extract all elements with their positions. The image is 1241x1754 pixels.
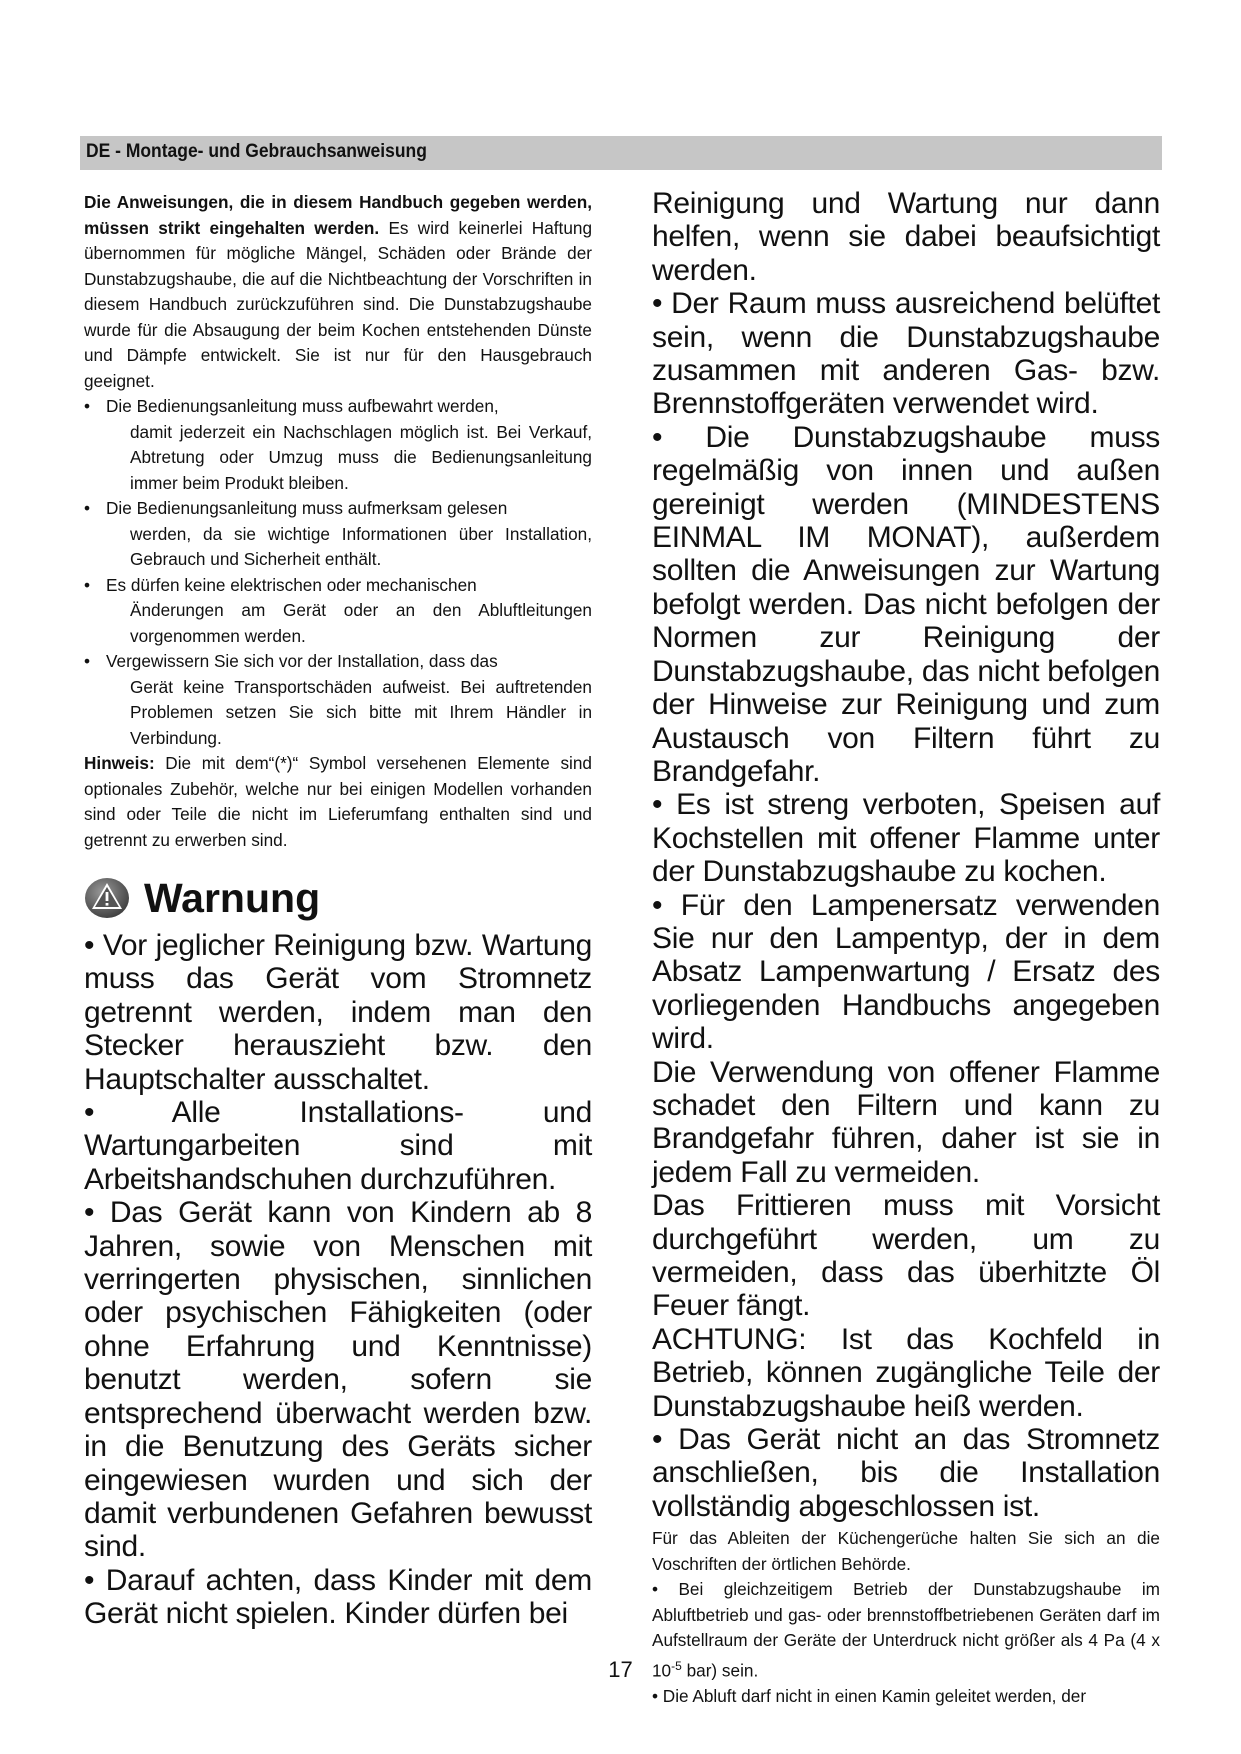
warning-item: Die Verwendung von offener Flamme schadet den Filtern und kann zu Brandgefahr führen, daher ist sie in jedem Fall zu vermeiden. (652, 1055, 1160, 1189)
intro-paragraph (84, 190, 592, 394)
warning-item: • Es ist streng verboten, Speisen auf Kochstellen mit offener Flamme unter der Dunstabzugshaube zu kochen. (652, 788, 1160, 889)
right-column (652, 187, 1160, 1709)
pressure-paragraph: • Bei gleichzeitigem Betrieb der Dunstabzugshaube im Abluftbetrieb und gas- oder brennstoffbetriebenen Geräten darf im Aufstellraum der Geräte der Unterdruck nicht größer als 4 Pa (4 x $10^{-5}$ bar) sein. (652, 1579, 1160, 1681)
section-header-title: DE - Montage- und Gebrauchsanweisung (86, 141, 427, 162)
page-number: 17 (608, 1657, 633, 1682)
warning-item: ACHTUNG: Ist das Kochfeld in Betrieb, können zugängliche Teile der Dunstabzugshaube heiß werden. (652, 1322, 1160, 1423)
warning-item: • Das Gerät nicht an das Stromnetz anschließen, bis die Installation vollständig abgeschlossen ist. (652, 1423, 1160, 1523)
intro-bold-lead: Die Anweisungen, die in diesem Handbuch gegeben werden, müssen strikt eingehalten werden. (84, 192, 592, 238)
odor-regulation-paragraph: Für das Ableiten der Küchengerüche halten Sie sich an die Voschriften der örtlichen Behörde. (652, 1528, 1160, 1574)
warning-item: • Für den Lampenersatz verwenden Sie nur den Lampentyp, der in dem Absatz Lampenwartung / Ersatz des vorliegenden Handbuchs angegeben wird. (652, 888, 1160, 1056)
note-paragraph (84, 751, 592, 853)
bullet-icon: • (84, 574, 91, 595)
list-item: • Es dürfen keine elektrischen oder mechanischen Änderungen am Gerät oder an den Abluftleitungen vorgenommen werden. (84, 574, 592, 646)
left-column (84, 190, 592, 1631)
bullet-icon: • (84, 651, 91, 671)
warning-heading (84, 875, 592, 921)
warning-item: Das Frittieren muss mit Vorsicht durchgeführt werden, um zu vermeiden, dass das überhitzte Öl Feuer fängt. (652, 1189, 1160, 1323)
intro-text: Es wird keinerlei Haftung übernommen für mögliche Mängel, Schäden oder Brände der Dunstabzugshaube, die auf die Nichtbeachtung der Vorschriften in diesem Handbuch zurückzuführen sind. Die Dunstabzugshaube wurde für die Absaugung der beim Kochen entstehenden Dünste und Dämpfe entwickelt. Sie ist nur für den Hausgebrauch geeignet. (84, 217, 593, 391)
warning-item: Reinigung und Wartung nur dann helfen, wenn sie dabei beaufsichtigt werden. (652, 187, 1160, 287)
list-item: • Vergewissern Sie sich vor der Installation, dass das Gerät keine Transportschäden aufweist. Bei auftretenden Problemen setzen Sie sich bitte mit Ihrem Händler in Verbindung. (84, 651, 592, 748)
list-item: • Die Bedienungsanleitung muss aufmerksam gelesen werden, da sie wichtige Informationen über Installation, Gebrauch und Sicherheit enthält. (84, 498, 592, 569)
warning-item: • Darauf achten, dass Kinder mit dem Gerät nicht spielen. Kinder dürfen bei (84, 1563, 592, 1631)
bullet-icon: • (84, 396, 91, 416)
warning-item: • Das Gerät kann von Kindern ab 8 Jahren, sowie von Menschen mit verringerten physischen, sinnlichen oder psychischen Fähigkeiten (oder ohne Erfahrung und Kenntnisse) benutzt werden, sofern sie entsprechend überwacht werden bzw. in die Benutzung des Geräts sicher eingewiesen wurden und sich der damit verbundenen Gefahren bewusst sind. (84, 1196, 592, 1564)
warning-icon (84, 875, 130, 921)
warning-item: • Der Raum muss ausreichend belüftet sein, wenn die Dunstabzugshaube zusammen mit anderen Gas- bzw. Brennstoffgeräten verwendet wird. (652, 287, 1160, 421)
warning-item: • Alle Installations- und Wartungarbeiten sind mit Arbeitshandschuhen durchzuführen. (84, 1096, 592, 1196)
bullet-icon: • (84, 498, 91, 518)
chimney-paragraph: • Die Abluft darf nicht in einen Kamin geleitet werden, der (652, 1685, 1087, 1706)
warning-item: • Vor jeglicher Reinigung bzw. Wartung muss das Gerät vom Stromnetz getrennt werden, indem man den Stecker herauszieht bzw. den Hauptschalter ausschaltet. (84, 929, 592, 1096)
warning-title: Warnung (144, 875, 321, 921)
section-header-bar (80, 136, 1162, 170)
list-item: • Die Bedienungsanleitung muss aufbewahrt werden, damit jederzeit ein Nachschlagen möglich ist. Bei Verkauf, Abtretung oder Umzug muss die Bedienungsanleitung immer beim Produkt bleiben. (84, 396, 592, 493)
warning-item: • Die Dunstabzugshaube muss regelmäßig von innen und außen gereinigt werden (MINDESTENS EINMAL IM MONAT), außerdem sollten die Anweisungen zur Wartung befolgt werden. Das nicht befolgen der Normen zur Reinigung der Dunstabzugshaube, das nicht befolgen der Hinweise zur Reinigung und zum Austausch von Filtern führt zu Brandgefahr. (652, 420, 1160, 788)
note-text: Die mit dem“(*)“ Symbol versehenen Elemente sind optionales Zubehör, welche nur bei einigen Modellen vorhanden sind oder Teile die nicht im Lieferumfang enthalten sind und getrennt zu erwerben sind. (84, 753, 592, 850)
note-label: Hinweis: (84, 753, 155, 773)
